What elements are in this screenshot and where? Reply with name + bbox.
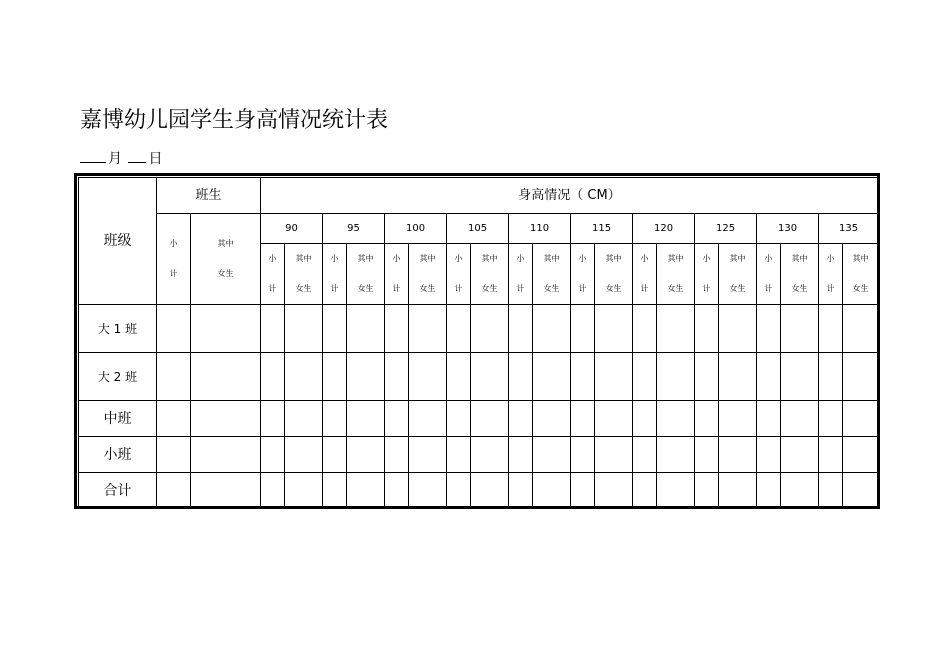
header-row-1 [79,178,879,214]
table-cell[interactable] [347,305,385,353]
table-cell[interactable] [757,401,781,437]
subtotal-bottom: 计 [268,284,277,293]
table-cell[interactable] [323,305,347,353]
subtotal-top: 小 [764,254,773,263]
table-cell[interactable] [347,353,385,401]
subtotal-top: 小 [516,254,525,263]
height-group-header: 90 [261,214,323,244]
table-cell[interactable] [757,473,781,509]
table-cell[interactable] [757,437,781,473]
class-students-header: 班生 [157,178,261,214]
table-cell[interactable] [447,437,471,473]
subtotal-bottom: 计 [702,284,711,293]
table-cell[interactable] [719,437,757,473]
height-group-header: 100 [385,214,447,244]
table-row [79,473,879,509]
table-cell[interactable] [385,473,409,509]
table-cell[interactable] [385,353,409,401]
subtotal-top: 小 [392,254,401,263]
height-group-header: 130 [757,214,819,244]
table-cell[interactable] [509,305,533,353]
subtotal-top: 小 [169,239,178,248]
table-cell[interactable] [695,353,719,401]
group-girls-header [347,244,385,305]
table-cell[interactable] [409,305,447,353]
subtotal-top: 小 [330,254,339,263]
table-cell[interactable] [819,401,843,437]
girls-bottom: 女生 [419,284,436,293]
table-cell[interactable] [781,305,819,353]
table-cell[interactable] [285,305,323,353]
table-cell[interactable] [261,353,285,401]
girls-top: 其中 [729,254,746,263]
subtotal-bottom: 计 [169,269,178,278]
table-cell[interactable] [261,473,285,509]
subtotal-top: 小 [454,254,463,263]
table-cell[interactable] [757,353,781,401]
girls-top: 其中 [605,254,622,263]
group-girls-header [595,244,633,305]
table-cell[interactable] [633,353,657,401]
girls-bottom: 女生 [729,284,746,293]
subtotal-top: 小 [826,254,835,263]
girls-bottom: 女生 [295,284,312,293]
table-cell[interactable] [509,437,533,473]
height-statistics-table [78,177,879,509]
girls-top: 其中 [217,239,234,248]
table-cell[interactable] [385,401,409,437]
table-cell[interactable] [347,473,385,509]
subtotal-top: 小 [702,254,711,263]
height-group-header: 120 [633,214,695,244]
table-cell[interactable] [843,305,879,353]
table-cell[interactable] [157,473,191,509]
subtotal-bottom: 计 [392,284,401,293]
table-cell[interactable] [819,305,843,353]
date-line [80,150,162,168]
month-label: 月 [108,151,122,167]
row-label: 大 2 班 [79,353,157,401]
table-cell[interactable] [595,473,633,509]
table-cell[interactable] [843,473,879,509]
table-cell[interactable] [571,401,595,437]
table-cell[interactable] [533,401,571,437]
subtotal-top: 小 [640,254,649,263]
subtotal-bottom: 计 [330,284,339,293]
table-cell[interactable] [447,353,471,401]
table-cell[interactable] [843,437,879,473]
table-cell[interactable] [633,305,657,353]
group-girls-header [843,244,879,305]
table-cell[interactable] [191,401,261,437]
table-row [79,401,879,437]
table-cell[interactable] [633,473,657,509]
table-cell[interactable] [595,401,633,437]
students-girls-header [191,214,261,305]
header-row-2 [79,214,879,244]
subtotal-top: 小 [578,254,587,263]
row-label: 合计 [79,473,157,509]
table-cell[interactable] [819,437,843,473]
table-cell[interactable] [471,401,509,437]
group-subtotal-header [571,244,595,305]
table-cell[interactable] [781,473,819,509]
table-cell[interactable] [347,401,385,437]
table-cell[interactable] [719,473,757,509]
table-row [79,437,879,473]
table-cell[interactable] [409,401,447,437]
height-group-header: 110 [509,214,571,244]
table-cell[interactable] [285,437,323,473]
table-cell[interactable] [191,353,261,401]
table-cell[interactable] [695,473,719,509]
table-cell[interactable] [571,473,595,509]
table-cell[interactable] [285,353,323,401]
table-cell[interactable] [781,353,819,401]
class-level-header: 班级 [79,178,157,305]
row-label: 大 1 班 [79,305,157,353]
table-cell[interactable] [471,305,509,353]
girls-bottom: 女生 [217,269,234,278]
group-subtotal-header [819,244,843,305]
table-cell[interactable] [781,437,819,473]
table-cell[interactable] [323,473,347,509]
table-row [79,353,879,401]
table-cell[interactable] [571,437,595,473]
table-cell[interactable] [157,401,191,437]
row-label: 中班 [79,401,157,437]
group-subtotal-header [385,244,409,305]
table-cell[interactable] [819,473,843,509]
table-cell[interactable] [447,473,471,509]
page-title: 嘉博幼儿园学生身高情况统计表 [80,108,389,133]
table-cell[interactable] [191,473,261,509]
height-group-header: 135 [819,214,879,244]
subtotal-bottom: 计 [454,284,463,293]
group-girls-header [719,244,757,305]
table-cell[interactable] [261,305,285,353]
table-cell[interactable] [409,473,447,509]
girls-bottom: 女生 [357,284,374,293]
table-cell[interactable] [533,305,571,353]
table-cell[interactable] [595,305,633,353]
table-cell[interactable] [471,437,509,473]
girls-bottom: 女生 [481,284,498,293]
table-cell[interactable] [323,437,347,473]
table-cell[interactable] [191,305,261,353]
table-cell[interactable] [657,353,695,401]
table-cell[interactable] [533,473,571,509]
subtotal-bottom: 计 [826,284,835,293]
group-girls-header [533,244,571,305]
table-cell[interactable] [323,353,347,401]
group-subtotal-header [509,244,533,305]
table-cell[interactable] [347,437,385,473]
table-cell[interactable] [447,305,471,353]
group-girls-header [781,244,819,305]
table-cell[interactable] [633,437,657,473]
subtotal-bottom: 计 [516,284,525,293]
table-cell[interactable] [509,401,533,437]
table-cell[interactable] [695,305,719,353]
table-cell[interactable] [757,305,781,353]
girls-top: 其中 [852,254,869,263]
table-cell[interactable] [157,305,191,353]
row-label: 小班 [79,437,157,473]
table-cell[interactable] [385,437,409,473]
table-cell[interactable] [719,305,757,353]
table-cell[interactable] [533,437,571,473]
girls-bottom: 女生 [791,284,808,293]
table-cell[interactable] [285,473,323,509]
table-cell[interactable] [261,401,285,437]
height-group-header: 95 [323,214,385,244]
day-label: 日 [148,151,163,167]
students-subtotal-header [157,214,191,305]
table-cell[interactable] [533,353,571,401]
subtotal-bottom: 计 [764,284,773,293]
table-cell[interactable] [471,353,509,401]
table-cell[interactable] [819,353,843,401]
table-cell[interactable] [633,401,657,437]
group-girls-header [409,244,447,305]
table-cell[interactable] [261,437,285,473]
table-cell[interactable] [719,401,757,437]
girls-top: 其中 [295,254,312,263]
table-cell[interactable] [595,353,633,401]
group-subtotal-header [757,244,781,305]
girls-bottom: 女生 [543,284,560,293]
table-cell[interactable] [409,353,447,401]
girls-top: 其中 [667,254,684,263]
table-row [79,305,879,353]
girls-top: 其中 [543,254,560,263]
group-subtotal-header [261,244,285,305]
table-cell[interactable] [657,473,695,509]
group-girls-header [471,244,509,305]
table-cell[interactable] [657,305,695,353]
group-girls-header [657,244,695,305]
day-blank [128,150,146,163]
height-situation-header: 身高情况（ CM） [261,178,879,214]
table-cell[interactable] [595,437,633,473]
girls-top: 其中 [357,254,374,263]
table-cell[interactable] [695,401,719,437]
table-cell[interactable] [447,401,471,437]
girls-bottom: 女生 [852,284,869,293]
table-cell[interactable] [843,401,879,437]
table-cell[interactable] [657,401,695,437]
table-cell[interactable] [657,437,695,473]
girls-bottom: 女生 [605,284,622,293]
table-cell[interactable] [471,473,509,509]
girls-bottom: 女生 [667,284,684,293]
table-cell[interactable] [781,401,819,437]
group-subtotal-header [695,244,719,305]
table-cell[interactable] [191,437,261,473]
girls-top: 其中 [481,254,498,263]
table-cell[interactable] [509,473,533,509]
table-cell[interactable] [719,353,757,401]
table-cell[interactable] [323,401,347,437]
table-cell[interactable] [285,401,323,437]
subtotal-bottom: 计 [578,284,587,293]
height-group-header: 125 [695,214,757,244]
table-cell[interactable] [409,437,447,473]
table-cell[interactable] [157,353,191,401]
group-girls-header [285,244,323,305]
height-group-header: 105 [447,214,509,244]
height-group-header: 115 [571,214,633,244]
group-subtotal-header [323,244,347,305]
table-cell[interactable] [509,353,533,401]
subtotal-bottom: 计 [640,284,649,293]
subtotal-top: 小 [268,254,277,263]
table-cell[interactable] [571,353,595,401]
table-cell[interactable] [843,353,879,401]
table-cell[interactable] [385,305,409,353]
group-subtotal-header [633,244,657,305]
table-cell[interactable] [157,437,191,473]
table-cell[interactable] [695,437,719,473]
table-cell[interactable] [571,305,595,353]
girls-top: 其中 [791,254,808,263]
group-subtotal-header [447,244,471,305]
girls-top: 其中 [419,254,436,263]
month-blank [80,150,106,163]
